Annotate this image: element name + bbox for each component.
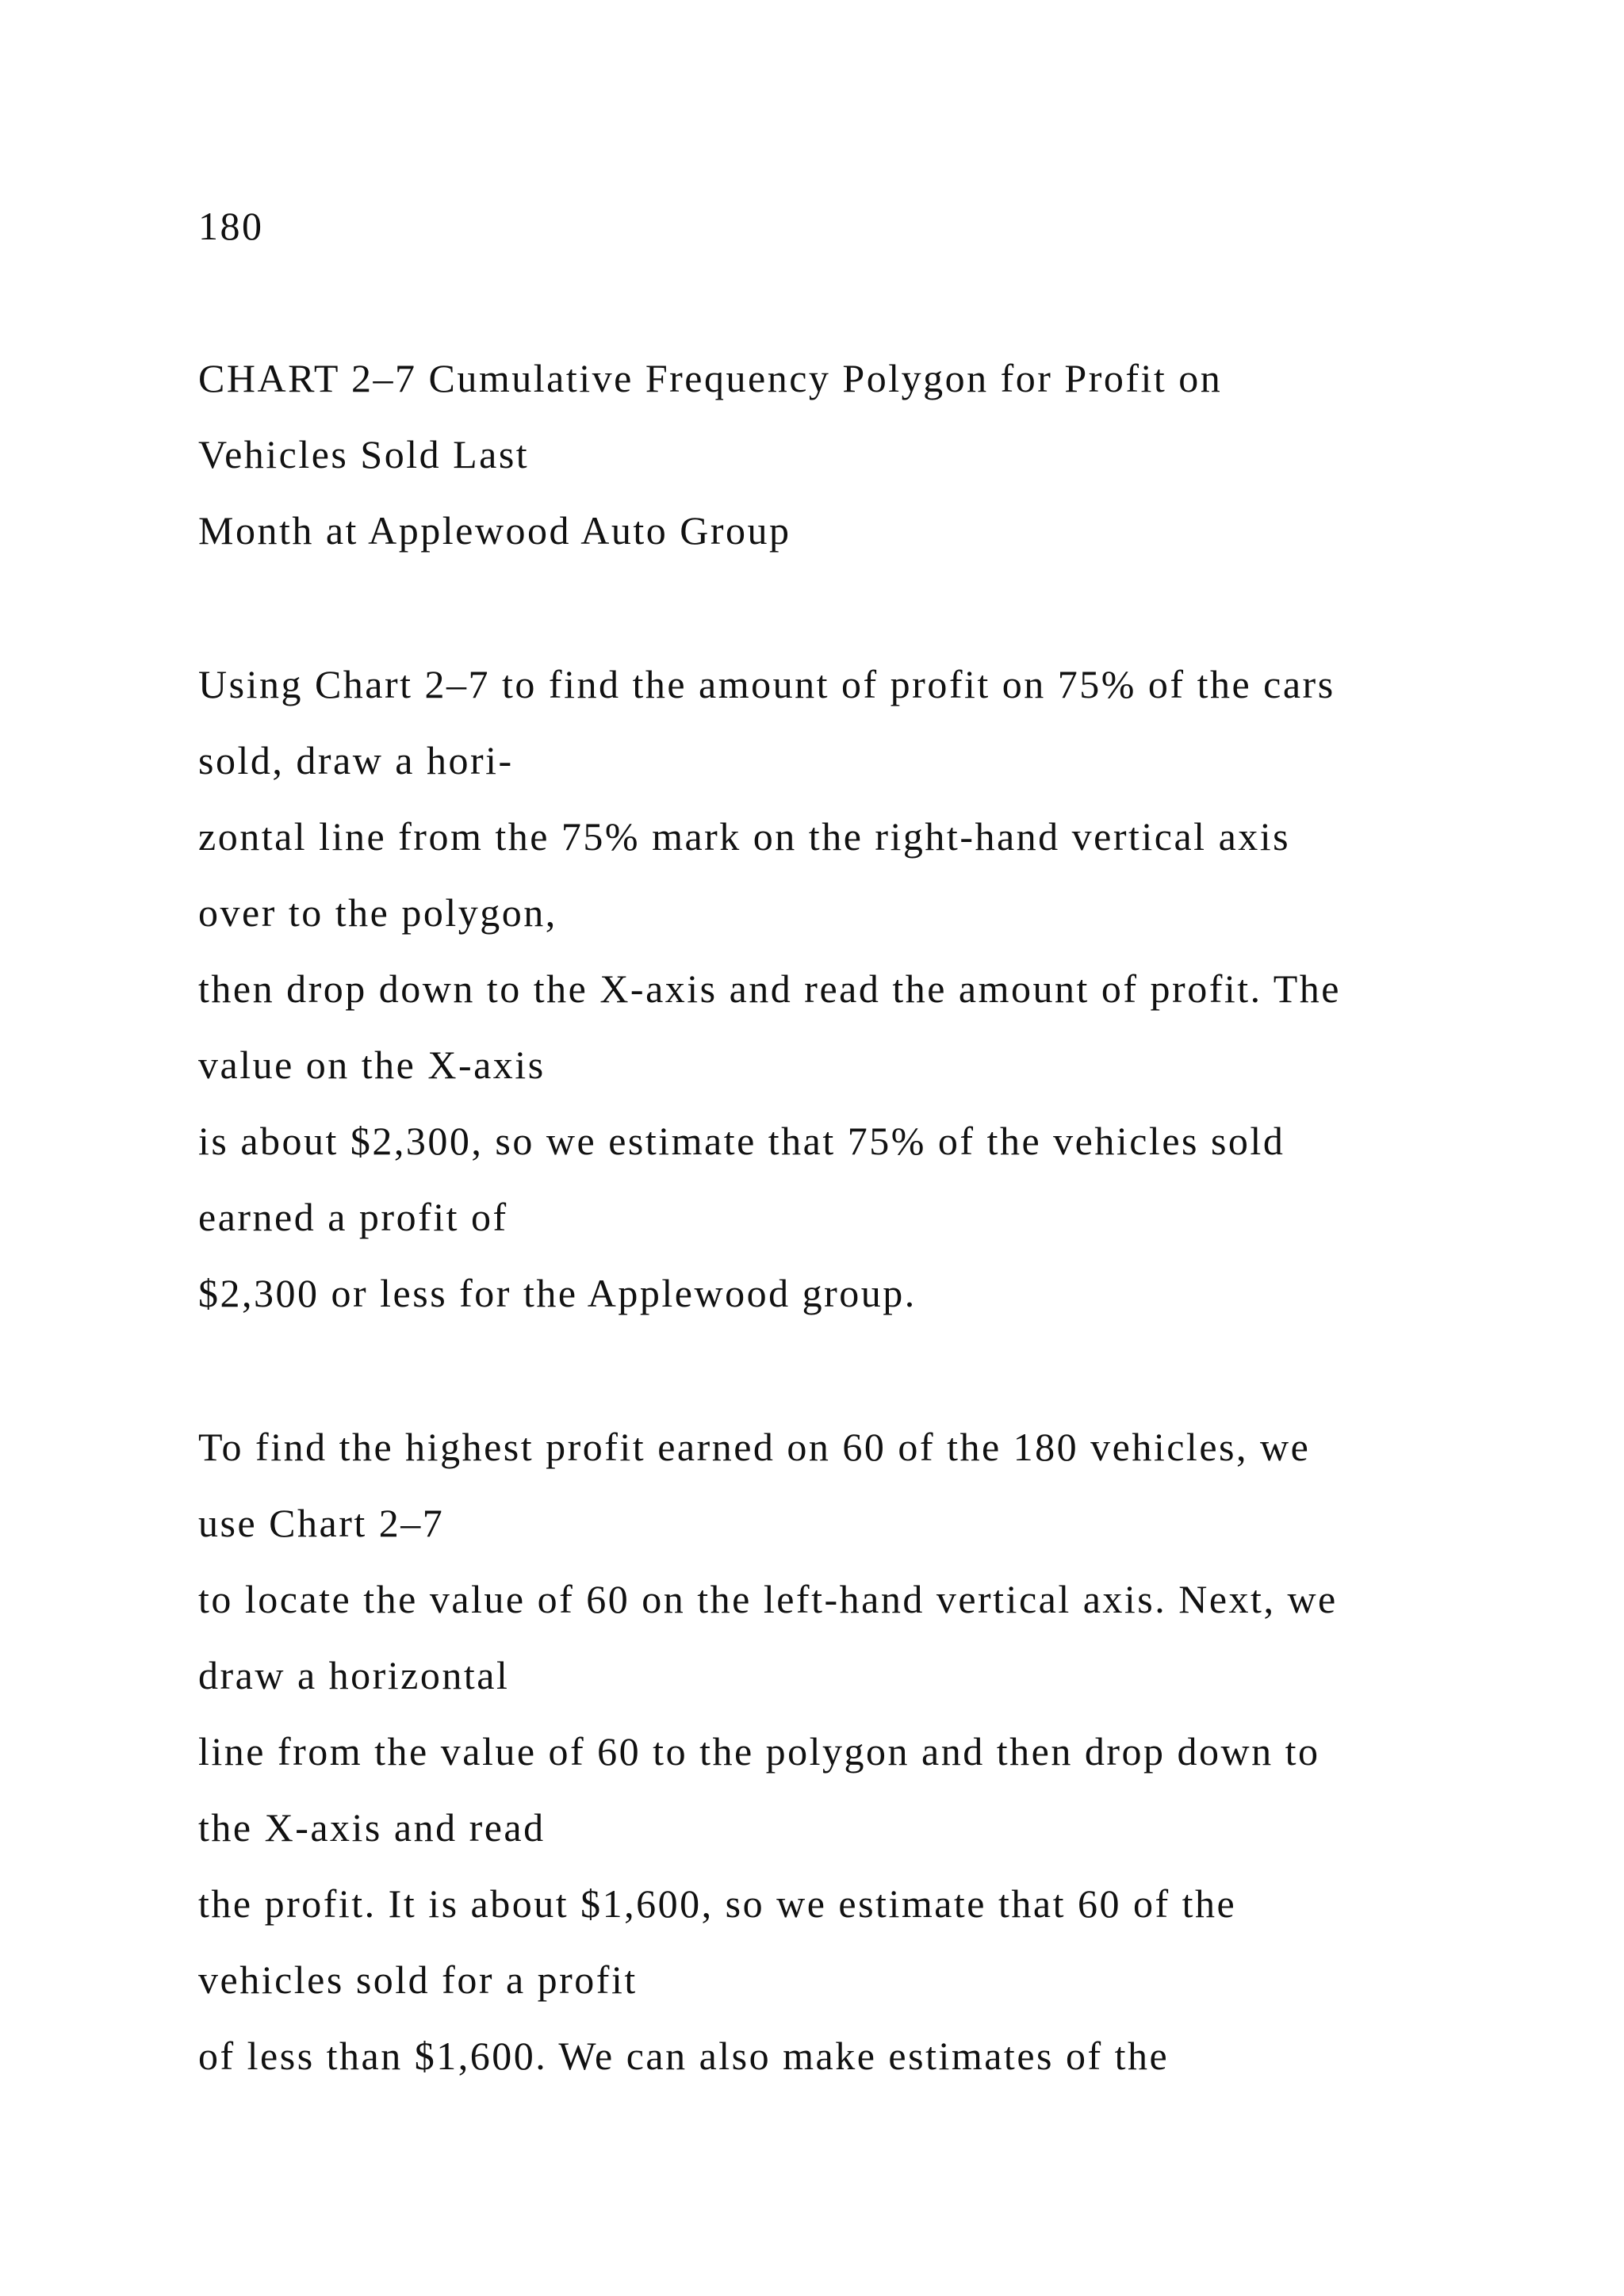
paragraph-2-line-8: vehicles sold for a profit <box>198 1957 638 2002</box>
caption-line-2: Vehicles Sold Last <box>198 432 530 476</box>
paragraph-1-line-3: zontal line from the 75% mark on the right-hand vertical axis <box>198 814 1291 859</box>
paragraph-2-line-3: to locate the value of 60 on the left-hand vertical axis. Next, we <box>198 1577 1338 1621</box>
paragraph-1-line-1: Using Chart 2–7 to find the amount of profit on 75% of the cars <box>198 662 1335 706</box>
page-number: 180 <box>198 204 264 248</box>
paragraph-2-line-2: use Chart 2–7 <box>198 1501 445 1545</box>
paragraph-2-line-6: the X-axis and read <box>198 1805 546 1850</box>
paragraph-1-line-2: sold, draw a hori- <box>198 738 514 783</box>
paragraph-1-line-8: earned a profit of <box>198 1195 508 1239</box>
paragraph-2-line-5: line from the value of 60 to the polygon and then drop down to <box>198 1729 1320 1774</box>
paragraph-2-line-9: of less than $1,600. We can also make estimates of the <box>198 2034 1170 2078</box>
paragraph-1-line-6: value on the X-axis <box>198 1043 546 1087</box>
paragraph-1-line-5: then drop down to the X-axis and read the amount of profit. The <box>198 966 1341 1011</box>
paragraph-1-line-4: over to the polygon, <box>198 890 557 935</box>
paragraph-2-line-4: draw a horizontal <box>198 1653 510 1697</box>
caption-line-3: Month at Applewood Auto Group <box>198 508 791 553</box>
paragraph-2-line-1: To find the highest profit earned on 60 of the 180 vehicles, we <box>198 1425 1311 1469</box>
caption-line-1: CHART 2–7 Cumulative Frequency Polygon for Profit on <box>198 356 1223 400</box>
paragraph-1-line-9: $2,300 or less for the Applewood group. <box>198 1271 917 1315</box>
paragraph-1-line-7: is about $2,300, so we estimate that 75% of the vehicles sold <box>198 1119 1285 1163</box>
paragraph-2-line-7: the profit. It is about $1,600, so we estimate that 60 of the <box>198 1881 1237 1926</box>
